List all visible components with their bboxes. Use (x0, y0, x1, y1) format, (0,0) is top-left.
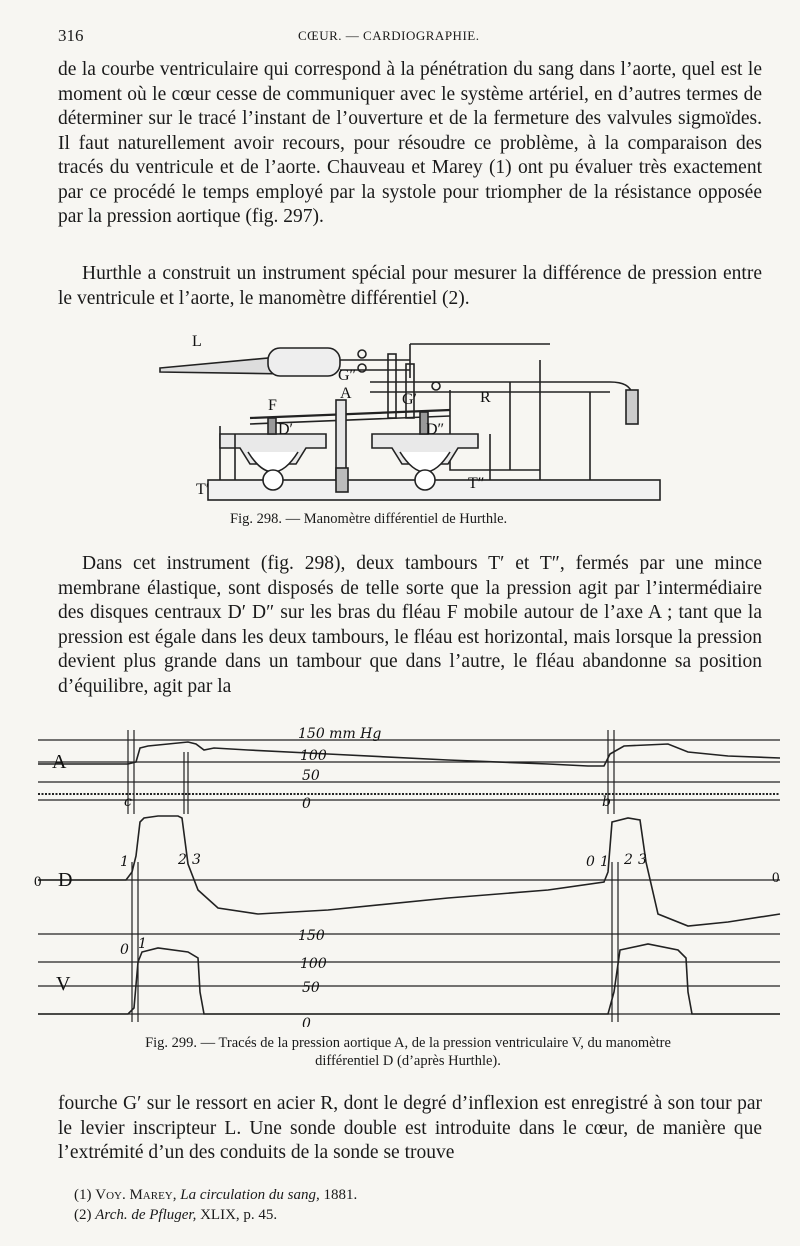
scale-top-0: 0 (302, 796, 311, 812)
page-header (58, 24, 758, 48)
zero-left: 0 (34, 874, 42, 890)
footnote-2-journal: Arch. de Pfluger, (95, 1207, 197, 1223)
marker-b: b (602, 794, 611, 810)
marker-3b: 3 (638, 852, 647, 868)
marker-2: 2 (178, 852, 187, 868)
footnote-2-reference: XLIX, p. 45. (200, 1207, 278, 1223)
marker-2b: 2 (624, 852, 633, 868)
label-T-single: T′ (196, 481, 210, 498)
row-label-D: D (58, 869, 73, 891)
scale-bottom-100: 100 (300, 956, 327, 972)
label-R: R (480, 389, 491, 406)
footnote-2-number: (2) (74, 1207, 92, 1223)
label-G-single: G′ (402, 391, 418, 408)
running-title: CŒUR. — CARDIOGRAPHIE. (298, 28, 480, 43)
footnote-1-number: (1) (74, 1187, 92, 1203)
row-label-V: V (56, 973, 71, 995)
scale-top-150: 150 mm Hg (298, 726, 382, 742)
scale-top-50: 50 (302, 768, 320, 784)
paragraph-1: de la courbe ventriculaire qui correspond à la pénétration du sang dans l’aorte, quel est le moment où le cœur cesse de communiquer avec le système artériel, en d’autres termes de déterminer sur le tracé l’instant de l’ouverture et de la fermeture des valvules sigmoïdes. Il faut naturellement avoir recours, pour résoudre ce problème, à la comparaison des tracés du ventricule et de l’aorte. Chauveau et Marey (1) ont pu évaluer très exactement par ce procédé le temps employé par la systole pour triompher de la résistance opposée par la pression aortique (fig. 297). (58, 59, 762, 227)
label-G-double: G″ (338, 367, 357, 384)
marker-v0: 0 (120, 942, 129, 958)
scale-top-100: 100 (300, 748, 327, 764)
marker-c: c (124, 794, 132, 810)
figure-299-tracings (28, 722, 788, 1027)
row-label-A: A (52, 751, 67, 773)
marker-1b: 1 (600, 854, 609, 870)
paragraph-2: Hurthle a construit un instrument spécial pour mesurer la différence de pression entre le ventricule et l’aorte, le manomètre différentiel (2). (58, 263, 762, 309)
marker-1: 1 (120, 854, 129, 870)
label-F: F (268, 397, 277, 414)
figure-298-caption: Fig. 298. — Manomètre différentiel de Hurthle. (230, 511, 508, 527)
zero-right: 0 (772, 870, 780, 886)
label-D-single: D′ (278, 421, 294, 438)
marker-0b: 0 (586, 854, 595, 870)
page-number: 316 (58, 26, 84, 45)
label-T-double: T″ (468, 475, 485, 492)
figure-299-caption-line1: Fig. 299. — Tracés de la pression aortique A, de la pression ventriculaire V, du manomètre (145, 1035, 671, 1051)
marker-3: 3 (192, 852, 201, 868)
paragraph-3: Dans cet instrument (fig. 298), deux tambours T′ et T″, fermés par une mince membrane élastique, sont disposés de telle sorte que la pression agit par l’intermédiaire des disques centraux D′ D″ sur les bras du fléau F mobile autour de l’axe A ; tant que la pression est égale dans les deux tambours, le fléau est horizontal, mais lorsque la pression devient plus grande dans un tambour que dans l’autre, le fléau abandonne sa position d’équilibre, agit par la (58, 553, 762, 697)
figure-299-caption (58, 1034, 758, 1070)
label-A: A (340, 385, 352, 402)
label-D-double: D″ (426, 421, 445, 438)
scale-bottom-0: 0 (302, 1016, 311, 1027)
scale-bottom-150: 150 (298, 928, 325, 944)
scale-bottom-50: 50 (302, 980, 320, 996)
footnote-1-title: La circulation du sang, (180, 1187, 320, 1203)
footnote-2 (74, 1206, 277, 1224)
figure-298-manometer (150, 330, 670, 505)
paragraph-4: fourche G′ sur le ressort en acier R, dont le degré d’inflexion est enregistré à son tour par le levier inscripteur L. Une sonde double est introduite dans le cœur, de manière que l’extrémité d’un des conduits de la sonde se trouve (58, 1093, 762, 1163)
marker-v1: 1 (138, 936, 147, 952)
figure-299-caption-line2: différentiel D (d’après Hurthle). (315, 1053, 501, 1069)
footnote-1-year: 1881. (323, 1187, 358, 1203)
footnote-1 (74, 1186, 357, 1204)
label-L: L (192, 333, 202, 350)
footnote-1-author: Voy. Marey, (95, 1187, 177, 1203)
